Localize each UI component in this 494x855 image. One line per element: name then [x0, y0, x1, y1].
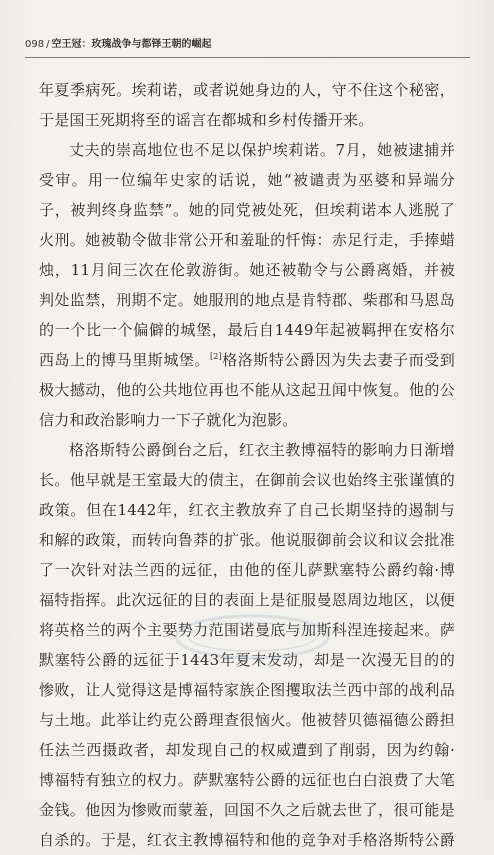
text-line: 金钱。他因为惨败而蒙羞，回国不久之后就去世了，很可能是 [39, 801, 455, 819]
text-line: 长。他早就是王室最大的债主，在御前会议也始终主张谨慎的 [39, 471, 455, 489]
text-line: 将英格兰的两个主要势力范围诺曼底与加斯科涅连接起来。萨 [39, 621, 455, 639]
text-line: 极大撼动，他的公共地位再也不能从这起丑闻中恢复。他的公 [39, 381, 455, 399]
text-line: 信力和政治影响力一下子就化为泡影。 [39, 411, 298, 429]
text-line: 了一次针对法兰西的远征，由他的侄儿萨默塞特公爵约翰·博 [39, 561, 455, 579]
text-line: 于是国王死期将至的谣言在都城和乡村传播开来。 [39, 111, 374, 129]
text-line: 的一个比一个偏僻的城堡，最后自1449年起被羁押在安格尔 [39, 321, 455, 339]
text-line-with-footnote [39, 345, 455, 375]
footnote-marker[interactable]: [2] [209, 352, 222, 361]
header-separator: / [46, 39, 50, 50]
page-number: 098 [25, 39, 45, 50]
book-title: 空王冠：玫瑰战争与都铎王朝的崛起 [51, 39, 212, 50]
text-segment: 西岛上的博马里斯城堡。 [39, 351, 210, 369]
body-text [39, 75, 455, 855]
text-line: 自杀的。于是，红衣主教博福特和他的竞争对手格洛斯特公爵 [39, 831, 455, 849]
text-line: 火刑。她被勒令做非常公开和羞耻的忏悔：赤足行走，手捧蜡 [39, 231, 455, 249]
text-line: 丈夫的崇高地位也不足以保护埃莉诺。7月，她被逮捕并 [69, 141, 455, 159]
text-line: 政策。但在1442年，红衣主教放弃了自己长期坚持的遏制与 [39, 501, 455, 519]
text-line: 福特指挥。此次远征的目的表面上是征服曼恩周边地区，以便 [39, 591, 455, 609]
text-line: 博福特有独立的权力。萨默塞特公爵的远征也白白浪费了大笔 [39, 771, 455, 789]
text-line: 默塞特公爵的远征于1443年夏末发动，却是一次漫无目的的 [39, 651, 455, 669]
text-line: 年夏季病死。埃莉诺，或者说她身边的人，守不住这个秘密， [39, 81, 455, 99]
text-line: 格洛斯特公爵倒台之后，红衣主教博福特的影响力日渐增 [69, 441, 455, 459]
text-line: 受审。用一位编年史家的话说，她“被谴责为巫婆和异端分 [39, 171, 455, 189]
header-rule [25, 57, 470, 58]
text-line: 惨败，让人觉得这是博福特家族企图攫取法兰西中部的战利品 [39, 681, 455, 699]
text-line: 子，被判终身监禁”。她的同党被处死，但埃莉诺本人逃脱了 [39, 201, 455, 219]
text-segment: 格洛斯特公爵因为失去妻子而受到 [221, 351, 455, 369]
text-line: 判处监禁，刑期不定。她服刑的地点是肯特郡、柴郡和马恩岛 [39, 291, 455, 309]
running-head [25, 36, 470, 54]
text-line: 和解的政策，而转向鲁莽的扩张。他说服御前会议和议会批准 [39, 531, 455, 549]
text-line: 与土地。此举让约克公爵理查很恼火。他被替贝德福德公爵担 [39, 711, 455, 729]
text-line: 烛，11月间三次在伦敦游街。她还被勒令与公爵离婚，并被 [39, 261, 455, 279]
text-line: 任法兰西摄政者，却发现自己的权威遭到了削弱，因为约翰· [39, 741, 455, 759]
